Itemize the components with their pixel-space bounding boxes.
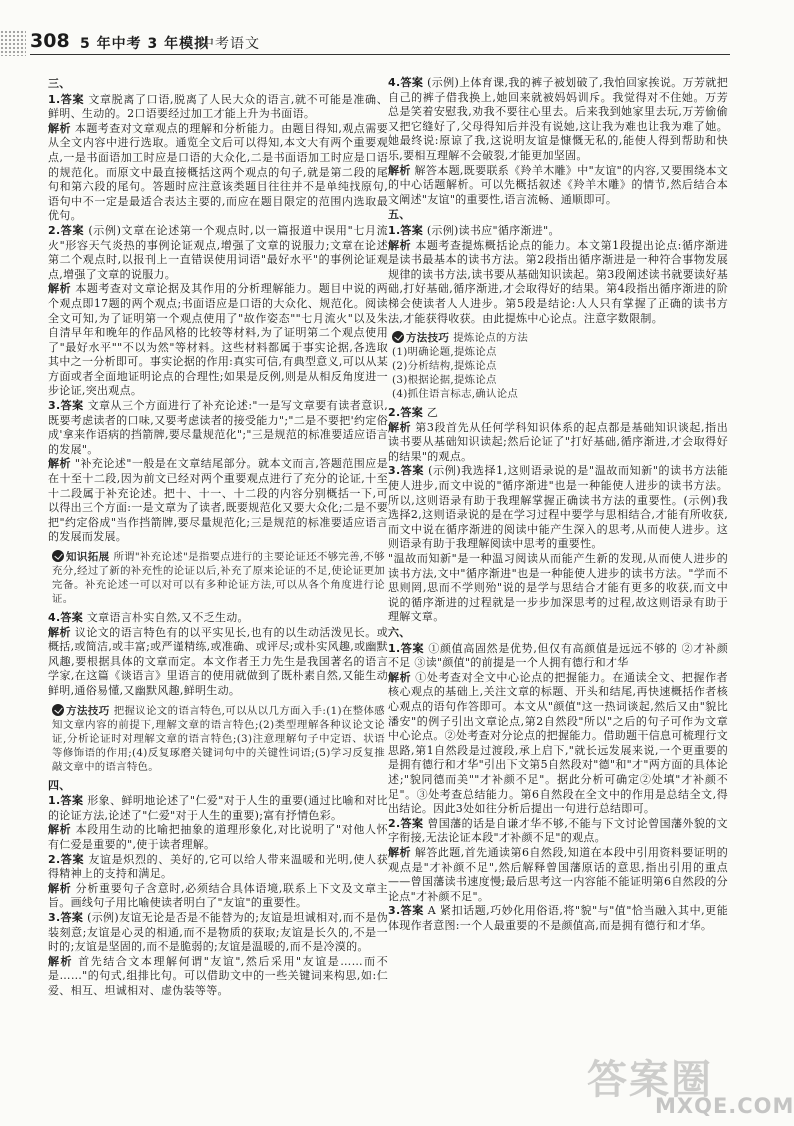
answer-paragraph [388,164,728,208]
book-title: 5 年中考 3 年模拟 [80,36,210,52]
answer-text: 文章语言朴实自然,又不乏生动。 [86,611,249,624]
answer-text: (示例)上体育课,我的裤子被划破了,我怕回家挨说。万芳就把自己的裤子借我换上,她回来就被妈妈训斥。我觉得对不住她。万芳总是笑着安慰我,劝我不要往心里去。后来我到她家里去玩,万芳偷偷又把它缝好了,父母得知后并没有说她,这让我为难也让我为难了她。她最终说:原谅了我,这说明友谊是慷慨无私的,能使人得到帮助和快乐,要相互理解不会破裂,才能更加坚固。 [388,76,728,162]
tip-box [48,548,388,608]
tip-heading: 知识拓展 [66,551,110,563]
answer-paragraph [388,846,728,904]
answer-text: "温故而知新"是一种温习阅读从而能产生新的发现,从而使人进步的读书方法,文中"循序渐进"也是一种能使人进步的读书方法。"学而不思则罔,思而不学则殆"说的是学与思结合才能有更多的收获,而文中说的循序渐进的过程就是一步步加深思考的过程,故这则语录有助于理解文章。 [388,552,728,624]
answer-label: 解析 [388,163,411,177]
answer-text: 分析重要句子含意时,必须结合具体语境,联系上下文及文章主旨。画线句子用比喻使读者明白了"友谊"的重要性。 [48,881,388,910]
answer-paragraph [388,464,728,552]
answer-text: 第3段首先从任何学科知识体系的起点都是基础知识谈起,指出读书要从基础知识读起;然后论证了"打好基础,循序渐进,才会取得好的结果"的观点。 [388,420,728,463]
answer-text: ①处考查对全文中心论点的把握能力。在通读全文、把握作者核心观点的基础上,关注文章的标题、开头和结尾,再快速概括作者核心观点的语句作答即可。本文从"颜值"这一热词谈起,然后又由"貌比潘安"的例子引出文章论点,第2自然段"所以"之后的句子可作为文章中心论点。②处考查对分论点的把握能力。借助题干信息可梳理行文思路,第1自然段是过渡段,承上启下,"就长远发展来说,一个更重要的是拥有德行和才华"引出下文第5自然段对"德"和"才"两方面的具体论述;"貌同德而美""才补颜不足"。据此分析可确定②处填"才补颜不足"。③处考查总结能力。第6自然段在全文中的作用是总结全文,得出结论。因此3处如往分析后提出一句进行总结即可。 [388,670,728,816]
answer-text: 本题考查对文章论据及其作用的分析理解能力。题目中说的两个观点即17题的两个观点;书面语应是口语的大众化、规范化。阅读全文可知,为了证明第一个观点使用了"故作姿态""七月流火"以及朱自清早年和晚年的作品风格的比较等材料,为了证明第二个观点使用了"最好水平""不以为然"等材料。这些材料都属于事实论据,各选取其中之一分析即可。事实论据的作用:真实可信,有典型意义,可以从某方面或者全面地证明论点的合理性;如果是反例,则是从相反角度进一步论证,突出观点。 [48,282,388,398]
answer-paragraph [48,122,388,224]
answer-text: 本题考查提炼概括论点的能力。本文第1段提出论点:循序渐进是读书最基本的读书方法。第2段指出循序渐进是一种符合事物发展规律的读书方法,读书要从基础知识读起。第3段阐述读书就要读好基础,打好基础,循序渐进,才会取得好的结果。第4段指出循序渐进的阶梯会使读者人人进步。第5段是结论:人人只有掌握了正确的读书方法,才能获得收获。由此提炼中心论点。注意字数限制。 [388,238,729,325]
tip-list-item: (4)抓住语言标志,确认论点 [392,388,519,401]
answer-paragraph [48,611,388,626]
answer-label: 2.答案 [388,816,424,830]
answer-paragraph [388,239,728,327]
answer-paragraph [388,421,728,465]
answer-label: 解析 [48,282,72,296]
section-number: 三、 [48,77,71,90]
answer-text: 文章脱离了口语,脱离了人民大众的语言,就不可能是准确、鲜明、生动的。2口语要经过加工才能上升为书面语。 [48,92,388,121]
page-header [0,0,750,74]
tip-box [388,329,728,403]
answer-label: 3.答案 [48,910,84,924]
answer-label: 解析 [48,121,71,135]
answer-label: 解析 [48,954,74,968]
right-column [388,76,728,933]
answer-paragraph [48,282,388,399]
tip-list-item: (3)根据论据,提炼论点 [392,374,497,387]
answer-text: "补充论述"一般是在文章结尾部分。就本文而言,答题范围应是在十至十二段,因为前文已经对两个重要观点进行了充分的论证,十至十二段属于补充论述。把十、十一、十二段的内容分别概括一下,可以得出三个方面:一是文章为了读者,既要规范化又要大众化;二是不要把"约定俗成"当作挡箭牌,要尽量规范化;三是规范的标准要适应语言的发展而发展。 [48,457,388,544]
answer-label: 3.答案 [388,464,425,478]
tip-box [48,702,388,776]
answer-paragraph [48,955,388,999]
answer-label: 2.答案 [48,223,85,237]
answer-label: 解析 [388,845,411,859]
answer-text: 解答此题,首先通读第6自然段,知道在本段中引用资料要证明的观点是"才补颜不足",然后解释曾国藩原话的意思,指出引用的重点——曾国藩读书速度慢;最后思考这一内容能不能证明第6自然段的分论点"才补颜不足"。 [388,845,728,903]
answer-paragraph [48,911,388,955]
section-number: 五、 [388,208,411,222]
tip-badge-icon [52,550,64,562]
answer-text: 曾国藩的话是自谦才华不够,不能与下文讨论曾国藩外貌的文字衔接,无法论证本段"才补颜不足"的观点。 [388,816,728,845]
answer-text: 文章从三个方面进行了补充论述:"一是写文章要有读者意识,既要考虑读者的口味,又要考虑读者的接受能力";"二是不要把'约定俗成'拿来作语病的挡箭牌,要尽量规范化";"三是规范的标准要适应语言的发展"。 [48,399,388,456]
tip-list-item: (1)明确论题,提炼论点 [392,346,497,359]
answer-text: 首先结合文本理解何谓"友谊",然后采用"友谊是……而不是……"的句式,组排比句。可以借助文中的一些关键词来构思,如:仁爱、相互、坦诚相对、虚伪装等等。 [48,954,389,997]
answer-text: 解答本题,既要联系《羚羊木雕》中"友谊"的内容,又要围绕本文的中心话题解析。可以先概括叙述《羚羊木雕》的情节,然后结合本文阐述"友谊"的重要性,语言流畅、通顺即可。 [388,163,728,206]
answer-paragraph [388,406,728,421]
answer-label: 解析 [388,670,412,684]
answer-label: 2.答案 [388,406,424,420]
left-column [48,76,388,998]
answer-text: 本段用生动的比喻把抽象的道理形象化,对比说明了"对他人怀有仁爱是重要的",使于读者理解。 [48,823,388,851]
answer-paragraph [48,457,388,545]
tip-badge-icon [52,704,64,716]
tip-text: 所谓"补充论述"是指要点进行的主要论证还不够完善,不够充分,经过了新的补充性的论证以后,补充了原来论证的不足,使论证更加完备。补充论述一可以对可以有多种论证方法,可以从各个角度进行论证。 [52,551,385,605]
answer-label: 3.答案 [48,399,84,413]
answer-paragraph [48,823,388,852]
answer-label: 解析 [388,238,412,252]
answer-paragraph [388,552,728,625]
watermark-logo: 答案圈 [587,1057,713,1103]
answer-label: 解析 [48,823,72,837]
tip-list-item: (2)分析结构,提炼论点 [392,360,497,373]
tip-heading: 方法技巧 [406,332,450,345]
answer-label: 解析 [48,881,72,895]
answer-text: A 紧扣话题,巧妙化用俗语,将"貌"与"值"恰当融入其中,更能体现作者意图:一个人最重要的不是颜值高,而是拥有德行和才华。 [388,904,728,932]
answer-text: 形象、鲜明地论述了"仁爱"对于人生的重要(通过比喻和对比的论证方法,论述了"仁爱"对于人生的重要);富有抒情色彩。 [48,794,388,822]
answer-label: 1.答案 [48,92,85,106]
answer-paragraph [388,817,728,846]
book-subject: 中考语文 [200,36,260,52]
answer-label: 4.答案 [388,76,424,89]
answer-paragraph [48,882,388,911]
answer-label: 1.答案 [388,223,424,237]
answer-text: 议论文的语言特色有的以平实见长,也有的以生动活泼见长。或概括,或简洁,或丰富;或严谨精练,或准确、或评尽;或朴实风趣,或幽默风趣,要根据具体的文章而定。本文作者王力先生是我国著名的语言学家,在这篇《谈语言》里语言的使用就做到了既朴素自然,又能生动鲜明,通俗易懂,又幽默风趣,鲜明生动。 [48,625,388,697]
watermark [585,1048,794,1126]
answer-label: 1.答案 [48,794,84,808]
answer-text: (示例)我选择1,这则语录说的是"温故而知新"的读书方法能使人进步,而文中说的"循序渐进"也是一种能使人进步的读书方法。所以,这则语录有助于我理解掌握正确读书方法的重要性。(示例)我选择2,这则语录说的是在学习过程中要学与思相结合,才能有所收获,而文中说在循序渐进的阅读中能产生深入的思考,从而使人进步。这则语录有助于我理解阅读中思考的重要性。 [388,464,728,551]
section-number: 四、 [48,778,71,792]
answer-paragraph [48,626,388,699]
answer-paragraph [48,399,388,457]
answer-text: (示例)读书应"循序渐进"。 [426,223,560,237]
answer-label: 解析 [48,457,71,471]
tip-text: 提炼论点的方法 [453,332,529,345]
answer-paragraph [48,853,388,882]
answer-paragraph [48,93,388,122]
answer-text: (示例)文章在论述第一个观点时,以一篇报道中误用"七月流火"形容天气炎热的事例论证观点,增强了文章的说服力;文章在论述第二个观点时,以报刊上一直错误使用词语"最好水平"的事例论证观点,增强了文章的说服力。 [48,223,388,281]
answer-text: 友谊是炽烈的、美好的,它可以给人带来温暖和光明,使人获得精神上的支持和满足。 [48,852,388,881]
answer-label: 解析 [48,625,71,639]
answer-label: 4.答案 [48,611,84,624]
answer-paragraph [388,904,728,933]
answer-paragraph [388,671,728,817]
header-rule [30,54,730,55]
section-number: 六、 [388,626,411,639]
answer-paragraph [388,76,728,164]
answer-paragraph [48,224,388,282]
answer-paragraph [48,794,388,823]
answer-text: 本题考查对文章观点的理解和分析能力。由题目得知,观点需要从全文内容中进行选取。通览全文后可以得知,本文大有两个重要观点,一是书面语加工时应是口语的大众化,二是书面语加工时应是口语的规范化。而原文中最直接概括这两个观点的句子,就是第二段的尾句和第六段的尾句。答题时应注意该类题目往往并不是单纯找原句,语句中不一定是最适合表达主要的,而应在题目限定的范围内选取最优句。 [48,121,388,223]
answer-text: (示例)友谊无论是否是不能替为的;友谊是坦诚相对,而不是伪装刻意;友谊是心灵的相通,而不是物质的获取;友谊是长久的,不是一时的;友谊是坚固的,而不是脆弱的;友谊是温暖的,而不是冷漠的。 [48,910,389,954]
tip-heading: 方法技巧 [66,704,110,717]
answer-text: 乙 [426,406,439,420]
corner-dot-pattern [0,30,26,56]
answer-label: 2.答案 [48,852,85,866]
tip-text: 把握议论文的语言特色,可以从以几方面入手:(1)在整体感知文章内容的前提下,理解文章的语言特色;(2)类型理解各种议论文论证,分析论证时对理解文章的语言特色;(3)注意理解句子中定语、状语等修饰语的作用;(4)反复琢磨关键词句中的关键性词语;(5)学习反复推敲文章中的语言特色。 [52,704,385,773]
page-number: 308 [30,30,70,52]
answer-text: ①颜值高固然是优势,但仅有高颜值是远远不够的 ②才补颜不足 ③读"颜值"的前提是一个人拥有德行和才华 [388,641,728,670]
answer-paragraph [388,642,728,671]
answer-label: 3.答案 [388,904,424,918]
watermark-site: MXQE.COM [655,1094,794,1118]
tip-badge-icon [392,331,404,343]
answer-paragraph [388,224,728,239]
answer-label: 解析 [388,420,412,434]
answer-label: 1.答案 [388,641,425,655]
